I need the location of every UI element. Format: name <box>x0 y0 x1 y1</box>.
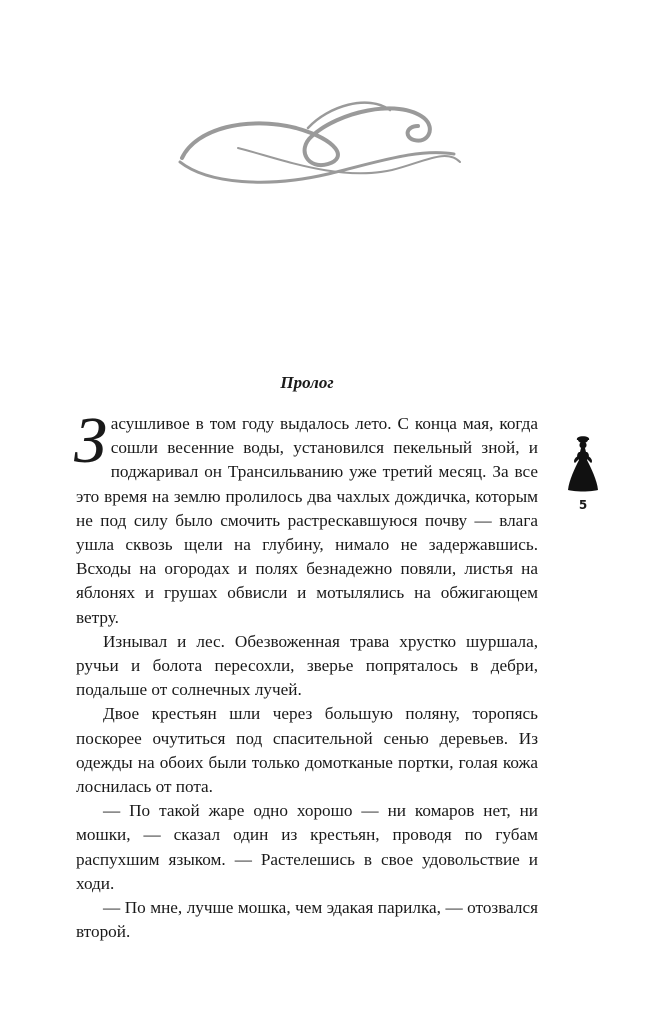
lady-silhouette-icon <box>566 436 600 492</box>
drop-cap-letter: З <box>74 404 107 477</box>
paragraph-5: — По мне, лучше мошка, чем эдакая парилка, — отозвался второй. <box>76 898 538 942</box>
paragraph-1-text: асушливое в том году выдалось лето. С конца мая, когда сошли весенние воды, установился пекельный зной, и поджаривал он Трансильванию уже третий месяц. За все это время на землю пролилось два чахлых дождичка, которым не под силу было смочить растрескавшуюся почву — влага ушла сквозь щели на глубину, нимало не задержавшись. Всходы на огородах и полях безнадежно повяли, листья на яблонях и грушах обвисли и мотылялись на обжигающем ветру. <box>76 414 538 627</box>
paragraph-2: Изнывал и лес. Обезвоженная трава хрустко шуршала, ручьи и болота пересохли, зверье попряталось в дебри, подальше от солнечных лучей. <box>76 631 538 700</box>
page-number: 5 <box>578 498 588 512</box>
paragraph-4: — По такой жаре одно хорошо — ни комаров нет, ни мошки, — сказал один из крестьян, проводя по губам распухшим языком. — Растелешись в свое удовольствие и ходи. <box>76 801 538 893</box>
chapter-title: Пролог <box>280 373 334 392</box>
paragraph-3: Двое крестьян шли через большую поляну, торопясь поскорее очутиться под спасительной сенью деревьев. Из одежды на обоих были только домотканые портки, голая кожа лоснилась от пота. <box>76 704 538 797</box>
paragraph-1 <box>74 404 538 630</box>
flourish-ornament-icon <box>178 88 462 196</box>
body-text <box>74 404 538 944</box>
